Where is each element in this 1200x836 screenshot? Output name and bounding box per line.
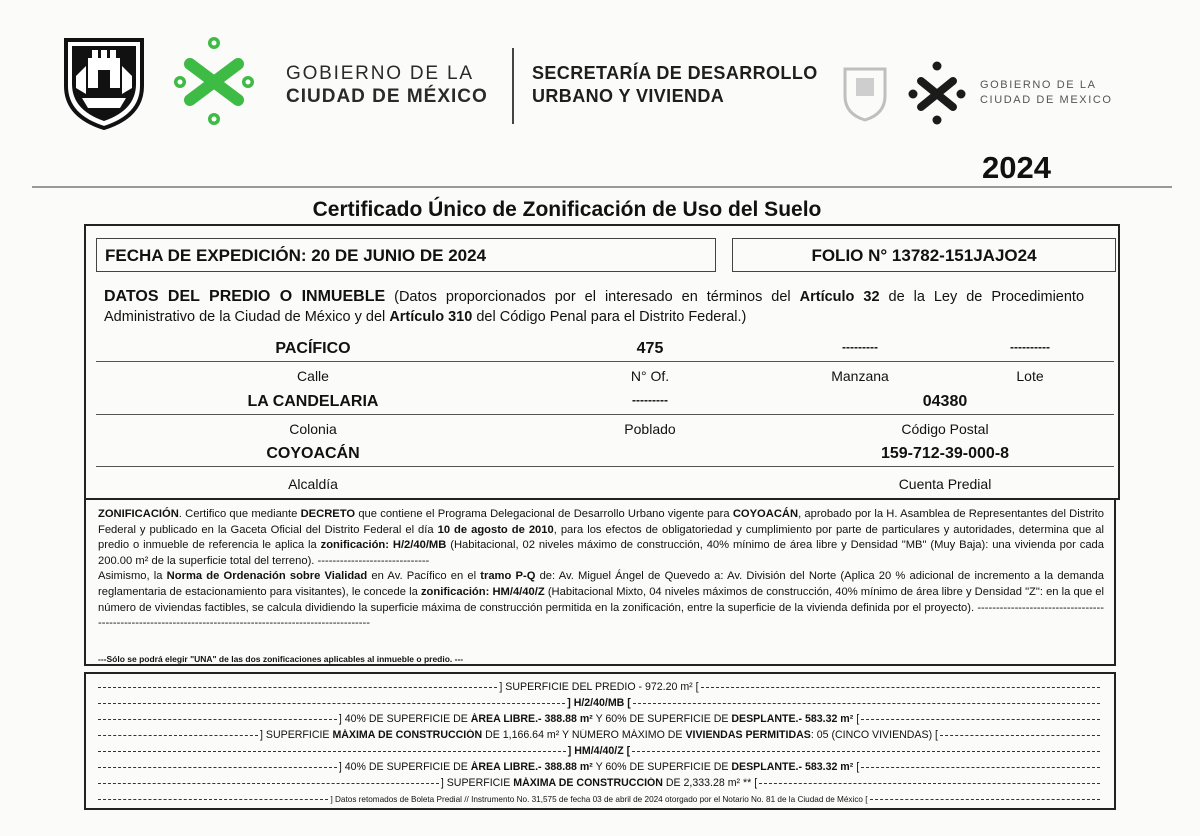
- row-divider-2: [96, 414, 1114, 415]
- alcaldia-label: Alcaldía: [288, 476, 338, 492]
- faded-seal-icon: [842, 66, 888, 122]
- sup-3d: DESPLANTE.- 583.32 m²: [731, 713, 854, 725]
- colonia-label: Colonia: [289, 421, 337, 437]
- secretaria-line1: SECRETARÍA DE DESARROLLO: [532, 63, 818, 83]
- zon-t2: . Certifico que mediante: [178, 508, 301, 520]
- zon-coyoacan: COYOACÁN: [732, 508, 799, 520]
- lote-label: Lote: [1016, 368, 1044, 384]
- manzana-value: ---------: [842, 340, 878, 354]
- sup-6b: ÁREA LIBRE.- 388.88 m²: [470, 761, 593, 773]
- sup-line-5: [96, 745, 1102, 758]
- asim-t1: Asimismo, la: [98, 570, 167, 583]
- sup-line-8-text: ] Datos retomados de Boleta Predial // Instrumento No. 31,575 de fecha 03 de abril de 2024 otorgado por el Notario No. 81 de la Ciudad de México [: [330, 795, 868, 804]
- cdmx-logo-icon: [168, 30, 260, 132]
- secretaria-line2: URBANO Y VIVIENDA: [532, 86, 725, 106]
- zon-decreto: DECRETO: [300, 508, 356, 520]
- folio-number: FOLIO N° 13782-151JAJO24: [732, 238, 1116, 272]
- asim-norma: Norma de Ordenación sobre Vialidad: [166, 570, 368, 583]
- cuenta-predial-label: Cuenta Predial: [898, 476, 992, 492]
- sup-3e: [: [853, 713, 860, 725]
- zon-h2: zonificación: H/2/40/MB: [320, 539, 447, 552]
- row-divider-1: [96, 361, 1114, 362]
- sup-3b: ÁREA LIBRE.- 388.88 m²: [470, 713, 593, 725]
- colonia-value: LA CANDELARIA: [247, 393, 379, 410]
- cdmx-logo-small-icon: [906, 58, 968, 128]
- document-title: Certificado Único de Zonificación de Uso del Suelo: [312, 198, 822, 221]
- zon-t4: que contiene el Programa Delegacional de Desarrollo Urbano vigente para: [355, 508, 733, 520]
- gobierno-line1: GOBIERNO DE LA: [286, 63, 474, 84]
- gobierno-line2: CIUDAD DE MÉXICO: [286, 86, 488, 107]
- poblado-value: ---------: [632, 393, 668, 407]
- sup-line-6: [96, 761, 1102, 774]
- asim-tramo: tramo P-Q: [480, 570, 536, 583]
- asim-hm4: zonificación: HM/4/40/Z: [420, 585, 545, 598]
- gobierno-cdmx-wordmark: [286, 62, 488, 108]
- cp-label: Código Postal: [901, 421, 989, 437]
- zon-fecha: 10 de agosto de 2010: [437, 523, 554, 536]
- asim-t3: en Av. Pacífico en el: [367, 570, 481, 583]
- row-divider-3: [96, 466, 1114, 467]
- sup-3c: Y 60% DE SUPERFICIE DE: [592, 713, 732, 725]
- sup-4d: VIVIENDAS PERMITIDAS: [685, 729, 811, 741]
- year-label: 2024: [982, 150, 1051, 185]
- datos-heading: DATOS DEL PREDIO O INMUEBLE: [104, 288, 386, 305]
- sup-line-1: [96, 681, 1102, 694]
- sup-3a: ] 40% DE SUPERFICIE DE: [338, 713, 471, 725]
- sup-line-4: [96, 729, 1102, 742]
- sup-7a: ] SUPERFICIE: [440, 777, 514, 789]
- numero-label: N° Of.: [630, 368, 670, 384]
- cdmx-coat-of-arms-icon: [62, 36, 146, 130]
- header-divider: [512, 48, 514, 124]
- calle-label: Calle: [297, 368, 329, 384]
- zon-heading: ZONIFICACIÓN: [98, 508, 179, 520]
- sup-6c: Y 60% DE SUPERFICIE DE: [592, 761, 732, 773]
- manzana-label: Manzana: [831, 368, 889, 384]
- zon-t6: , aprobado por la H. Asamblea de Representantes del Distrito Federal y publicado en la Gaceta Oficial del Distrito Federal el día: [98, 508, 1104, 536]
- zonificacion-paragraph: [98, 507, 1104, 632]
- sup-line-3: [96, 713, 1102, 726]
- datos-art310: Artículo 310: [389, 309, 473, 325]
- sup-line-7: [96, 777, 1102, 790]
- zonificacion-note: ---Sólo se podrá elegir "UNA" de las dos zonificaciones aplicables al inmueble o predio. ---: [98, 654, 464, 664]
- sup-4b: MÁXIMA DE CONSTRUCCIÓN: [332, 729, 483, 741]
- header-rule: [32, 186, 1172, 188]
- datos-predio-paragraph: [104, 287, 1084, 327]
- lote-value: ----------: [1010, 340, 1050, 354]
- calle-value: PACÍFICO: [275, 340, 351, 357]
- fecha-expedicion: FECHA DE EXPEDICIÓN: 20 DE JUNIO DE 2024: [96, 238, 716, 272]
- secretaria-wordmark: [532, 62, 818, 108]
- sup-6a: ] 40% DE SUPERFICIE DE: [338, 761, 471, 773]
- sup-4c: DE 1,166.64 m² Y NÚMERO MÁXIMO DE: [482, 729, 686, 741]
- datos-text-3: del Código Penal para el Distrito Federal.): [472, 309, 747, 325]
- gobierno-small-wordmark: [980, 78, 1113, 108]
- cp-value: 04380: [922, 393, 968, 410]
- sup-line-8: [96, 793, 1102, 806]
- datos-text-1: (Datos proporcionados por el interesado en términos del: [385, 289, 800, 305]
- sup-line-5-text: ] HM/4/40/Z [: [567, 745, 631, 757]
- sup-line-2-text: ] H/2/40/MB [: [567, 697, 631, 709]
- numero-value: 475: [636, 340, 664, 357]
- cuenta-predial-value: 159-712-39-000-8: [880, 445, 1010, 462]
- sup-7b: MÁXIMA DE CONSTRUCCIÓN: [513, 777, 663, 789]
- gobierno-small-line2: CIUDAD DE MEXICO: [980, 94, 1113, 106]
- zon-t10: (Habitacional, 02 niveles máximo de construcción, 40% mínimo de área libre y Densidad "MB" (Muy Baja): una vivienda por cada 200.00 m² de la superficie total del terreno). ------------------------------: [98, 539, 1104, 567]
- sup-line-2: [96, 697, 1102, 710]
- sup-6e: [: [853, 761, 860, 773]
- sup-6d: DESPLANTE.- 583.32 m²: [731, 761, 854, 773]
- gobierno-small-line1: GOBIERNO DE LA: [980, 79, 1097, 91]
- sup-7c: DE 2,333.28 m² ** [: [662, 777, 758, 789]
- poblado-label: Poblado: [624, 421, 676, 437]
- sup-4e: : 05 (CINCO VIVIENDAS) [: [810, 729, 938, 741]
- sup-line-1-text: ] SUPERFICIE DEL PREDIO - 972.20 m² [: [499, 681, 699, 693]
- zon-t8: , para los efectos de obligatoriedad y cumplimiento por parte de particulares y autoridades, determina que al predio o inmueble de referencia le aplica la: [98, 523, 1104, 552]
- alcaldia-value: COYOACÁN: [266, 445, 360, 462]
- sup-4a: ] SUPERFICIE: [260, 729, 333, 741]
- asim-t7: (Habitacional Mixto, 04 niveles máximos de construcción, 40% mínimo de área libre y Densidad "Z": en la que el número de viviendas factibles, se calcula dividiendo la superficie máxima de construcción permitida en la zonificación, entre la superficie de la vivienda definida por el proyecto). -----------------------------------------------------------------------------------------------------------: [98, 585, 1105, 630]
- datos-art32: Artículo 32: [799, 289, 880, 305]
- asim-t5: de: Av. Miguel Ángel de Quevedo a: Av. División del Norte (Aplica 20 % adicional de incremento a la demanda reglamentaria de estacionamiento para visitantes), le concede la: [98, 570, 1104, 598]
- datos-text-2: de la Ley de Procedimiento Administrativo de la Ciudad de México y del: [104, 289, 1085, 325]
